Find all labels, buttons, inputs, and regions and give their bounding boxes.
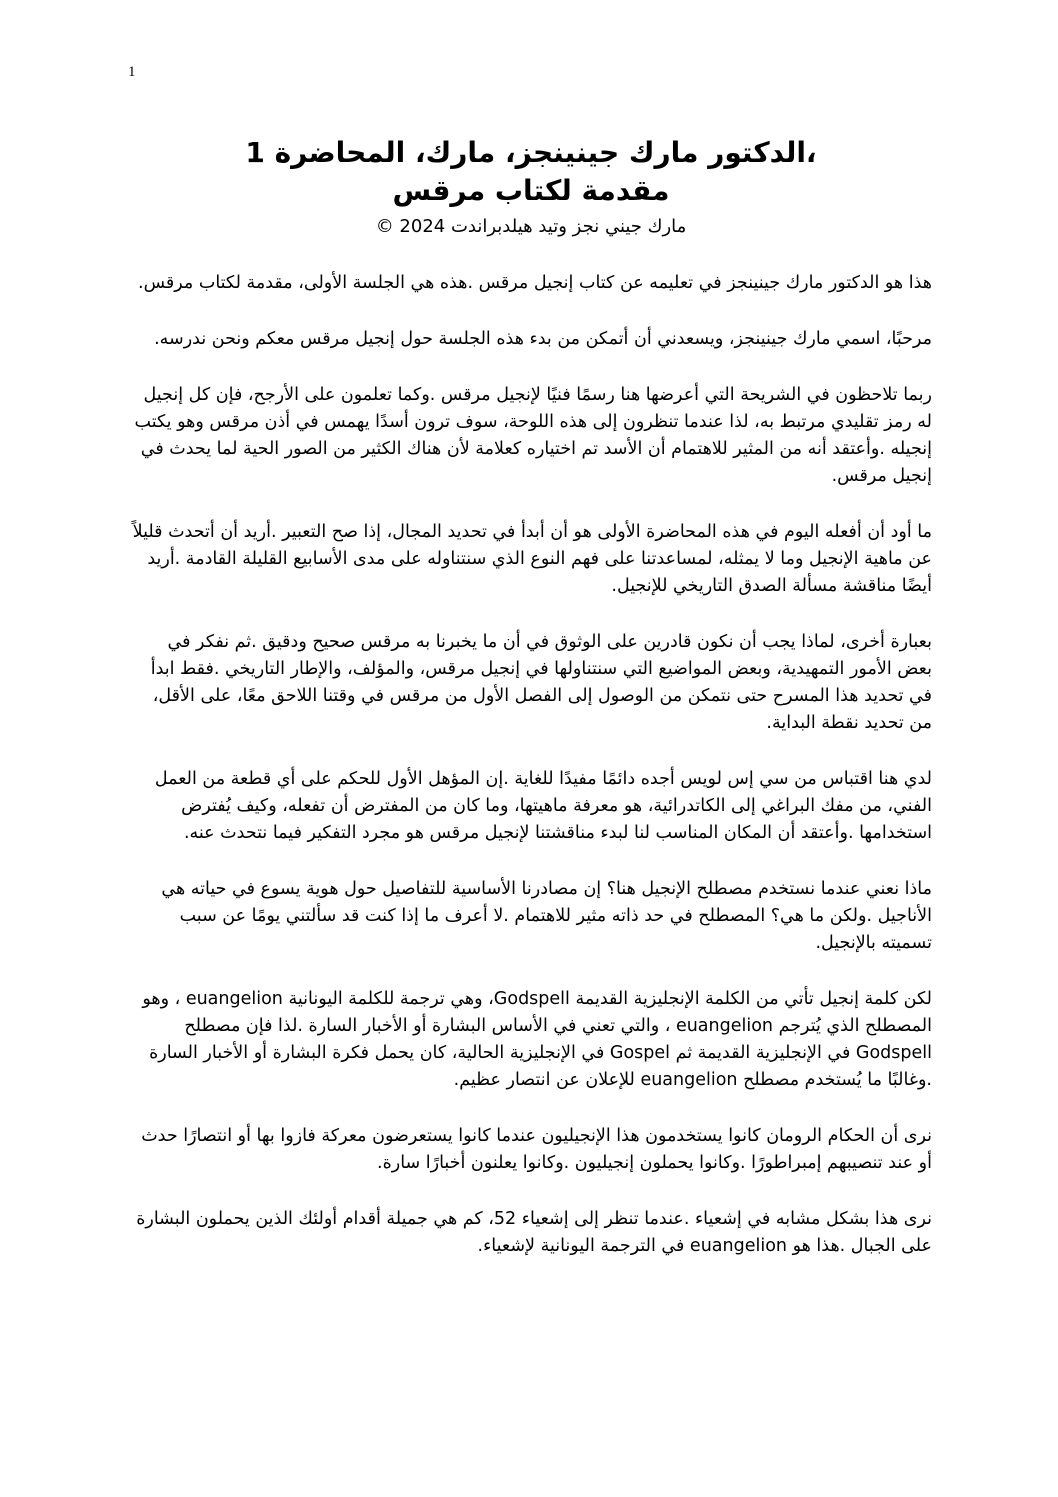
page-title: ،الدكتور مارك جينينجز، مارك، المحاضرة 1 bbox=[245, 136, 817, 169]
paragraph: ماذا نعني عندما نستخدم مصطلح الإنجيل هنا؟ إن مصادرنا الأساسية للتفاصيل حول هوية يسوع في حياته هي الأناجيل .ولكن ما هي؟ المصطلح في حد ذاته مثير للاهتمام .لا أعرف ما إذا كنت قد سألتني يومًا عن سبب تسميته بالإنجيل. bbox=[161, 879, 932, 953]
copyright-line: مارك جيني نجز وتيد هيلدبراندت 2024 © bbox=[375, 216, 687, 237]
page-number: 1 bbox=[128, 64, 136, 80]
paragraph: لكن كلمة إنجيل تأتي من الكلمة الإنجليزية القديمة Godspell، وهي ترجمة للكلمة اليونانية euangelion ، وهو المصطلح الذي يُترجم euangelion ، والتي تعني في الأساس البشارة أو الأخبار السارة .لذا فإن مصطلح Godspell في الإنجليزية القديمة ثم Gospel في الإنجليزية الحالية، كان يحمل فكرة البشارة أو الأخبار السارة .وغالبًا ما يُستخدم مصطلح euangelion للإعلان عن انتصار عظيم. bbox=[142, 989, 932, 1090]
title-block bbox=[130, 134, 932, 240]
paragraph: لدي هنا اقتباس من سي إس لويس أجده دائمًا مفيدًا للغاية .إن المؤهل الأول للحكم على أي قطعة من العمل الفني، من مفك البراغي إلى الكاتدرائية، هو معرفة ماهيتها، وما كان من المفترض أن تفعله، وكيف يُفترض استخدامها .وأعتقد أن المكان المناسب لنا لبدء مناقشتنا لإنجيل مرقس هو مجرد التفكير فيما نتحدث عنه. bbox=[154, 769, 932, 843]
paragraph: ربما تلاحظون في الشريحة التي أعرضها هنا رسمًا فنيًا لإنجيل مرقس .وكما تعلمون على الأرجح، فإن كل إنجيل له رمز تقليدي مرتبط به، لذا عندما تنظرون إلى هذه اللوحة، سوف ترون أسدًا يهمس في أذن مرقس وهو يكتب إنجيله .وأعتقد أنه من المثير للاهتمام أن الأسد تم اختياره كعلامة لأن هناك الكثير من الصور الحية لما يحدث في إنجيل مرقس. bbox=[134, 385, 932, 486]
page-subtitle: مقدمة لكتاب مرقس bbox=[392, 174, 670, 207]
paragraph: مرحبًا، اسمي مارك جينينجز، ويسعدني أن أتمكن من بدء هذه الجلسة حول إنجيل مرقس معكم ونحن ندرسه. bbox=[154, 329, 932, 349]
paragraph: نرى هذا بشكل مشابه في إشعياء .عندما تنظر إلى إشعياء 52، كم هي جميلة أقدام أولئك الذين يحملون البشارة على الجبال .هذا هو euangelion في الترجمة اليونانية لإشعياء. bbox=[136, 1209, 932, 1256]
paragraph: ما أود أن أفعله اليوم في هذه المحاضرة الأولى هو أن أبدأ في تحديد المجال، إذا صح التعبير .أريد أن أتحدث قليلاً عن ماهية الإنجيل وما لا يمثله، لمساعدتنا على فهم النوع الذي سنتناوله على مدى الأسابيع القليلة القادمة .أريد أيضًا مناقشة مسألة الصدق التاريخي للإنجيل. bbox=[132, 522, 932, 596]
document-body bbox=[130, 270, 932, 1289]
paragraph: نرى أن الحكام الرومان كانوا يستخدمون هذا الإنجيليون عندما كانوا يستعرضون معركة فازوا بها أو انتصارًا حدث أو عند تنصيبهم إمبراطورًا .وكانوا يحملون إنجيليون .وكانوا يعلنون أخبارًا سارة. bbox=[141, 1126, 932, 1173]
paragraph: بعبارة أخرى، لماذا يجب أن نكون قادرين على الوثوق في أن ما يخبرنا به مرقس صحيح ودقيق .ثم نفكر في بعض الأمور التمهيدية، وبعض المواضيع التي سنتناولها في إنجيل مرقس، والمؤلف، والإطار التاريخي .فقط ابدأ في تحديد هذا المسرح حتى نتمكن من الوصول إلى الفصل الأول من مرقس في وقتنا اللاحق معًا، على الأقل، من تحديد نقطة البداية. bbox=[150, 632, 932, 733]
paragraph: هذا هو الدكتور مارك جينينجز في تعليمه عن كتاب إنجيل مرقس .هذه هي الجلسة الأولى، مقدمة لكتاب مرقس. bbox=[138, 273, 932, 293]
